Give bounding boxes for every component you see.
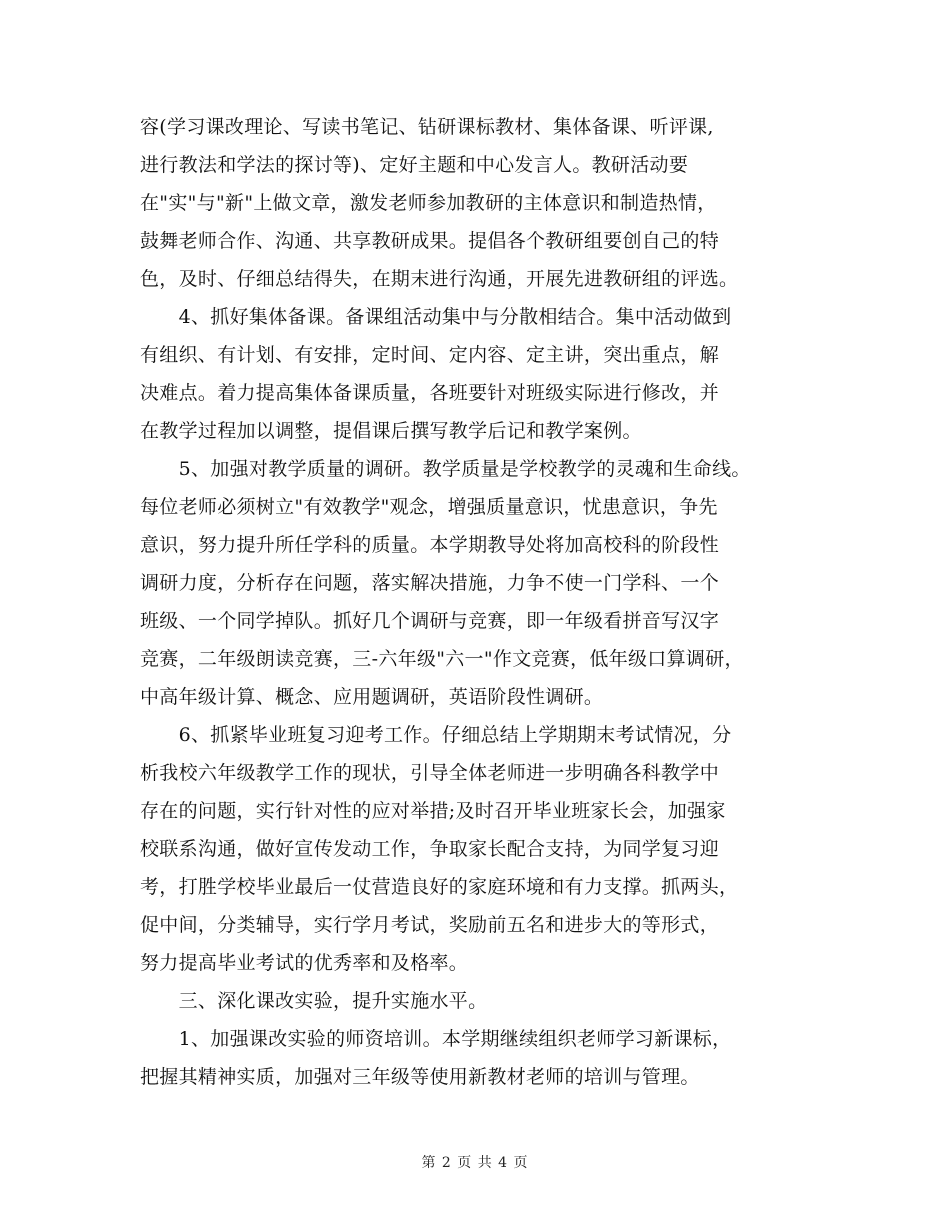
text-line: 努力提高毕业考试的优秀率和及格率。	[140, 952, 469, 974]
text-line: 鼓舞老师合作、沟通、共享教研成果。提倡各个教研组要创自己的特	[140, 230, 720, 252]
text-line: 进行教法和学法的探讨等)、定好主题和中心发言人。教研活动要	[140, 154, 689, 176]
page-number-footer: 第 2 页 共 4 页	[421, 1155, 529, 1171]
text-line: 中高年级计算、概念、应用题调研，英语阶段性调研。	[140, 686, 604, 708]
text-line: 6、抓紧毕业班复习迎考工作。仔细总结上学期期末考试情况，分	[140, 724, 732, 746]
text-line: 5、加强对教学质量的调研。教学质量是学校教学的灵魂和生命线。	[140, 458, 751, 480]
text-line: 班级、一个同学掉队。抓好几个调研与竞赛，即一年级看拼音写汉字	[140, 610, 720, 632]
text-line: 考，打胜学校毕业最后一仗营造良好的家庭环境和有力支撑。抓两头，	[140, 876, 739, 898]
text-line: 调研力度，分析存在问题，落实解决措施，力争不使一门学科、一个	[140, 572, 720, 594]
text-line: 校联系沟通，做好宣传发动工作，争取家长配合支持，为同学复习迎	[140, 838, 720, 860]
text-line: 在"实"与"新"上做文章，激发老师参加教研的主体意识和制造热情，	[140, 192, 717, 214]
text-line: 竞赛，二年级朗读竞赛，三-六年级"六一"作文竞赛，低年级口算调研，	[140, 648, 744, 670]
text-line: 4、抓好集体备课。备课组活动集中与分散相结合。集中活动做到	[140, 306, 732, 328]
text-line: 在教学过程加以调整，提倡课后撰写教学后记和教学案例。	[140, 420, 642, 442]
text-line: 把握其精神实质，加强对三年级等使用新教材老师的培训与管理。	[140, 1066, 700, 1088]
text-line: 析我校六年级教学工作的现状，引导全体老师进一步明确各科教学中	[140, 762, 720, 784]
text-line: 色，及时、仔细总结得失，在期末进行沟通，开展先进教研组的评选。	[140, 268, 739, 290]
document-body	[140, 108, 840, 1096]
section-heading: 三、深化课改实验，提升实施水平。	[140, 990, 488, 1012]
text-line: 存在的问题，实行针对性的应对举措;及时召开毕业班家长会，加强家	[140, 800, 726, 822]
text-line: 容(学习课改理论、写读书笔记、钻研课标教材、集体备课、听评课,	[140, 116, 714, 138]
text-line: 每位老师必须树立"有效教学"观念，增强质量意识，忧患意识，争先	[140, 496, 718, 518]
text-line: 促中间，分类辅导，实行学月考试，奖励前五名和进步大的等形式，	[140, 914, 720, 936]
text-line: 决难点。着力提高集体备课质量，各班要针对班级实际进行修改，并	[140, 382, 720, 404]
text-line: 有组织、有计划、有安排，定时间、定内容、定主讲，突出重点，解	[140, 344, 720, 366]
text-line: 意识，努力提升所任学科的质量。本学期教导处将加高校科的阶段性	[140, 534, 720, 556]
text-line: 1、加强课改实验的师资培训。本学期继续组织老师学习新课标，	[140, 1028, 732, 1050]
